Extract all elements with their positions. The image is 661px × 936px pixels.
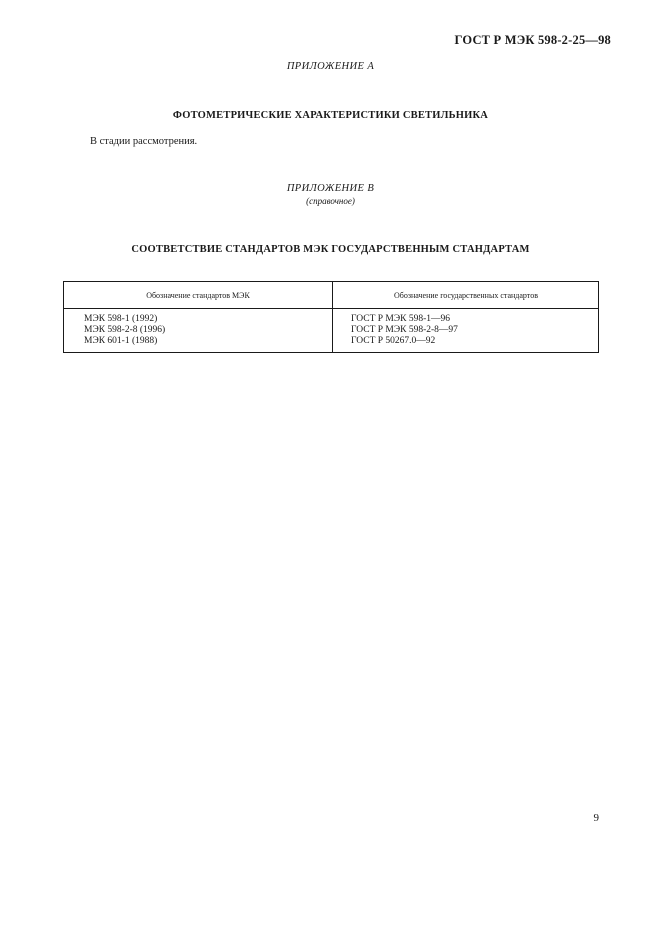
annex-b-sublabel: (справочное) (306, 196, 355, 206)
table-cell: ГОСТ Р 50267.0—92 (351, 336, 436, 346)
standards-table (63, 281, 599, 353)
annex-a-heading: ФОТОМЕТРИЧЕСКИЕ ХАРАКТЕРИСТИКИ СВЕТИЛЬНИКА (172, 110, 489, 121)
annex-a-label: ПРИЛОЖЕНИЕ А (286, 61, 375, 72)
annex-a-text: В стадии рассмотрения. (90, 136, 198, 147)
table-header-divider (64, 308, 598, 309)
page-number: 9 (593, 812, 599, 824)
national-column (351, 314, 458, 347)
table-cell: МЭК 598-2-8 (1996) (84, 325, 166, 335)
document-code: ГОСТ Р МЭК 598-2-25—98 (454, 33, 611, 47)
table-cell: МЭК 598-1 (1992) (84, 314, 158, 324)
table-cell: ГОСТ Р МЭК 598-2-8—97 (351, 325, 458, 335)
table-header-iec: Обозначение стандартов МЭК (146, 291, 250, 300)
table-header-national: Обозначение государственных стандартов (394, 291, 538, 300)
iec-column (84, 314, 165, 347)
annex-b-label: ПРИЛОЖЕНИЕ В (286, 183, 375, 194)
table-cell: ГОСТ Р МЭК 598-1—96 (351, 314, 450, 324)
annex-b-heading: СООТВЕТСТВИЕ СТАНДАРТОВ МЭК ГОСУДАРСТВЕННЫМ СТАНДАРТАМ (131, 244, 530, 255)
table-cell: МЭК 601-1 (1988) (84, 336, 158, 346)
